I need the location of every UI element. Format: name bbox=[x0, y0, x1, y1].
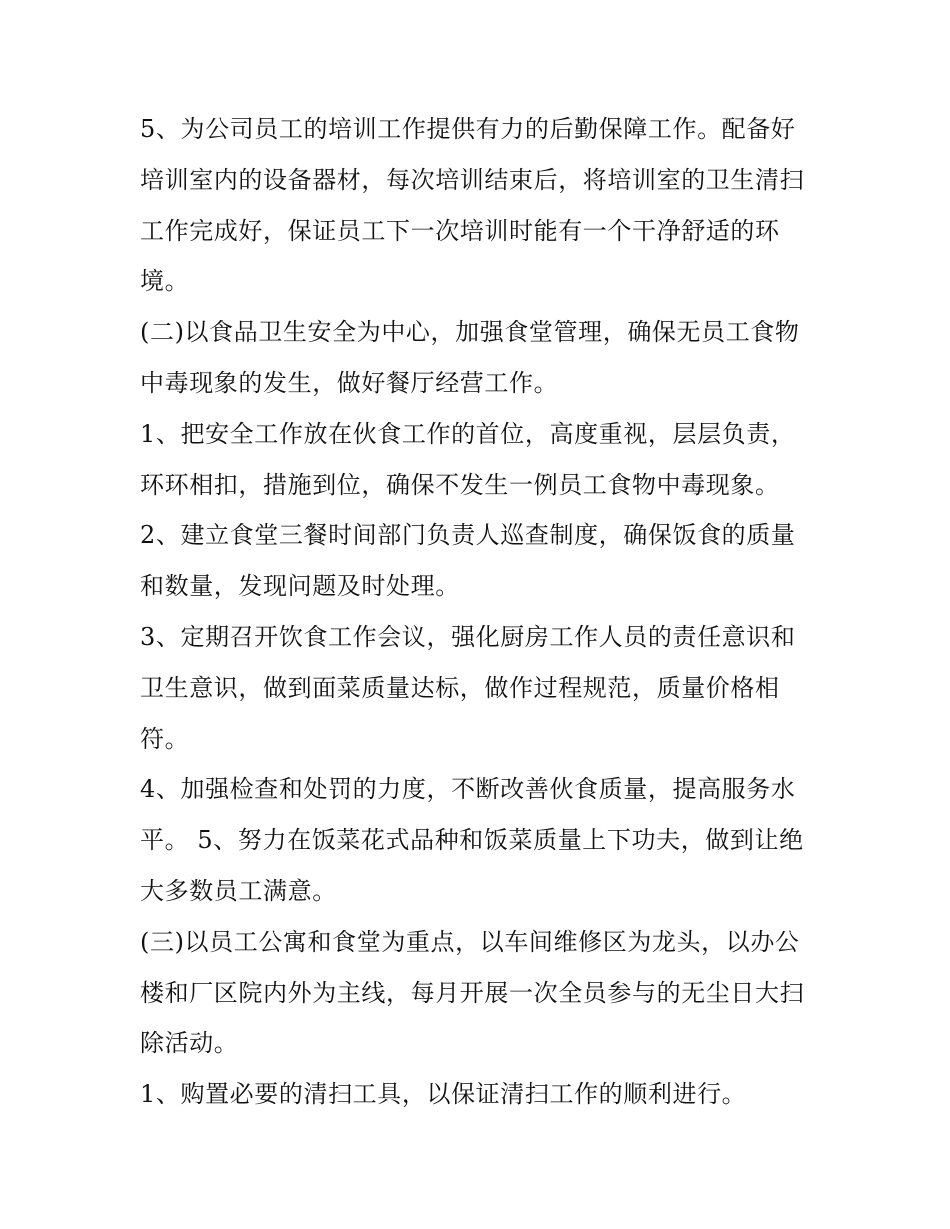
text-line: 3、定期召开饮食工作会议，强化厨房工作人员的责任意识和 bbox=[140, 622, 796, 651]
text-line: 除活动。 bbox=[140, 1029, 239, 1058]
text-line: 1、购置必要的清扫工具，以保证清扫工作的顺利进行。 bbox=[140, 1080, 747, 1109]
text-line: 工作完成好，保证员工下一次培训时能有一个干净舒适的环 bbox=[140, 216, 780, 245]
text-line: 2、建立食堂三餐时间部门负责人巡查制度，确保饭食的质量 bbox=[140, 521, 796, 550]
text-line: 大多数员工满意。 bbox=[140, 876, 337, 905]
text-line: 培训室内的设备器材，每次培训结束后，将培训室的卫生清扫 bbox=[140, 165, 805, 194]
text-line: 符。 bbox=[140, 724, 190, 753]
text-line: 楼和厂区院内外为主线，每月开展一次全员参与的无尘日大扫 bbox=[140, 978, 805, 1007]
text-line: 境。 bbox=[140, 267, 190, 296]
text-line: 4、加强检查和处罚的力度，不断改善伙食质量，提高服务水 bbox=[140, 775, 796, 804]
text-line: 平。 5、努力在饭菜花式品种和饭菜质量上下功夫，做到让绝 bbox=[140, 826, 804, 855]
text-line: 中毒现象的发生，做好餐厅经营工作。 bbox=[140, 368, 559, 397]
text-line: 和数量，发现问题及时处理。 bbox=[140, 572, 460, 601]
text-line: (三)以员工公寓和食堂为重点，以车间维修区为龙头，以办公 bbox=[140, 927, 800, 956]
text-line: 5、为公司员工的培训工作提供有力的后勤保障工作。配备好 bbox=[140, 115, 796, 143]
text-line: 环环相扣，措施到位，确保不发生一例员工食物中毒现象。 bbox=[140, 470, 780, 499]
text-line: (二)以食品卫生安全为中心，加强食堂管理，确保无员工食物 bbox=[140, 318, 800, 347]
document-body bbox=[140, 104, 830, 1120]
text-line: 1、把安全工作放在伙食工作的首位，高度重视，层层负责， bbox=[140, 419, 796, 448]
text-line: 卫生意识，做到面菜质量达标，做作过程规范，质量价格相 bbox=[140, 673, 780, 702]
